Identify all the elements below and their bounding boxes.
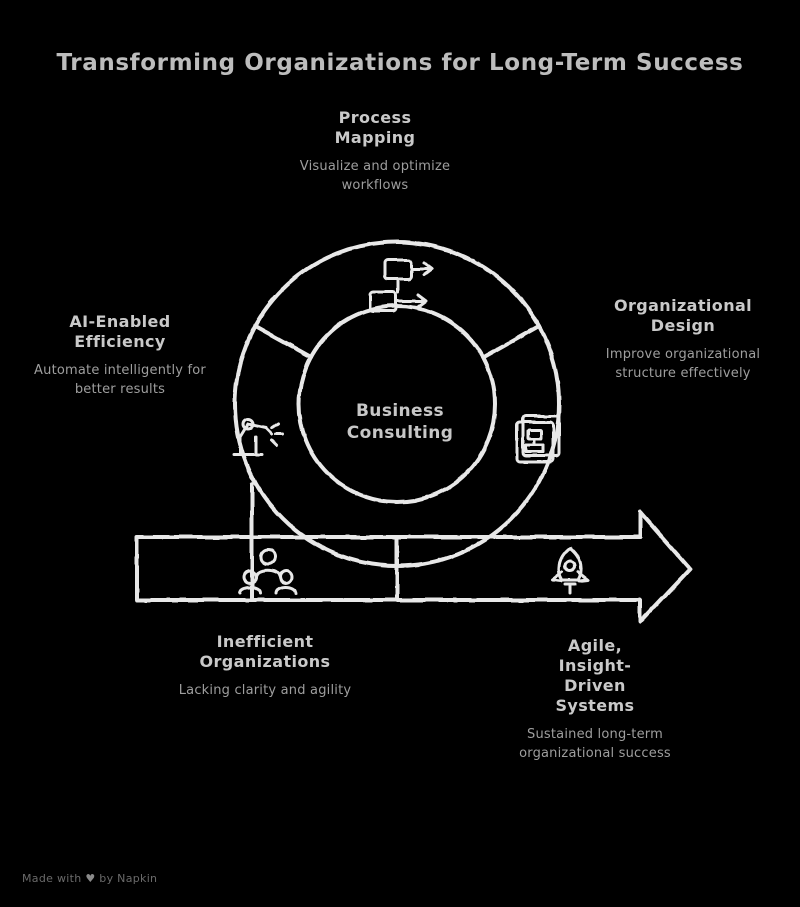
robot-arm-icon <box>234 419 283 455</box>
flowchart-icon <box>370 260 432 311</box>
watermark-suffix: by Napkin <box>99 872 158 885</box>
node-desc-agile-insight-driven-systems: Sustained long-term organizational success <box>519 727 671 761</box>
watermark-prefix: Made with <box>22 872 82 885</box>
node-desc-organizational-design: Improve organizational structure effectively <box>605 347 761 381</box>
node-title-process-mapping <box>275 108 475 148</box>
node-title-inefficient-organizations <box>165 632 365 672</box>
node-title-line2: Organizations <box>199 652 331 671</box>
node-title-line1: Organizational <box>613 296 753 315</box>
node-title-line1: Process <box>338 108 412 127</box>
node-title-line1: Inefficient <box>216 632 314 651</box>
node-ai-enabled-efficiency[interactable] <box>30 312 210 400</box>
center-label <box>310 400 490 444</box>
heart-icon: ♥ <box>85 872 96 885</box>
node-desc-inefficient-organizations: Lacking clarity and agility <box>178 683 352 698</box>
node-inefficient-organizations[interactable] <box>165 632 365 701</box>
node-title-line2: Insight- <box>558 656 632 675</box>
center-label-line1: Business <box>355 401 445 421</box>
node-process-mapping[interactable] <box>275 108 475 196</box>
watermark <box>22 872 157 885</box>
node-desc-process-mapping: Visualize and optimize workflows <box>299 159 451 193</box>
node-title-line1: AI-Enabled <box>69 312 171 331</box>
node-title-line2: Efficiency <box>74 332 166 351</box>
node-organizational-design[interactable] <box>588 296 778 384</box>
center-label-line2: Consulting <box>346 423 454 444</box>
node-title-line4: Systems <box>555 696 635 715</box>
node-title-organizational-design <box>588 296 778 336</box>
page-title: Transforming Organizations for Long-Term Success <box>56 50 744 76</box>
node-title-ai-enabled-efficiency <box>30 312 210 352</box>
node-title-line3: Driven <box>564 676 626 695</box>
org-chart-card-icon <box>517 416 559 462</box>
node-title-line1: Agile, <box>567 636 623 655</box>
node-title-agile-insight-driven-systems <box>500 636 690 716</box>
rocket-icon <box>552 548 588 593</box>
node-agile-insight-driven-systems[interactable] <box>500 636 690 764</box>
node-title-line2: Design <box>650 316 716 335</box>
node-title-line2: Mapping <box>334 128 416 147</box>
node-desc-ai-enabled-efficiency: Automate intelligently for better results <box>34 363 206 397</box>
people-group-icon <box>240 550 296 593</box>
